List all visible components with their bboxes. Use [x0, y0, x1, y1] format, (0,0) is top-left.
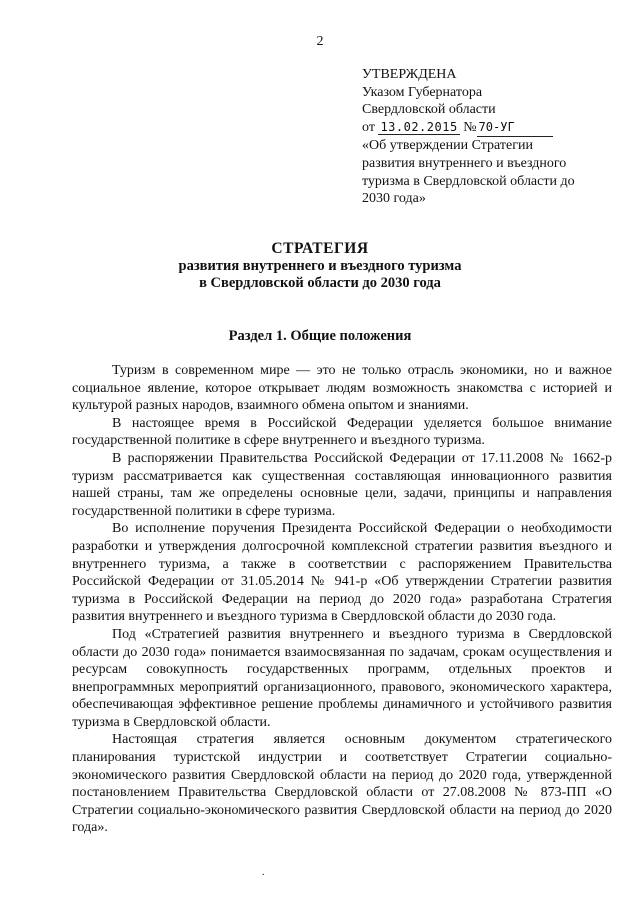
date-prefix: от — [362, 119, 375, 135]
approval-quote-line: туризма в Свердловской области до — [362, 173, 575, 189]
approval-region: Свердловской области — [362, 102, 496, 118]
approval-block — [362, 66, 612, 208]
document-title — [0, 240, 640, 293]
approval-date-line — [362, 119, 612, 138]
section-heading: Раздел 1. Общие положения — [228, 328, 412, 344]
body-text — [72, 362, 612, 837]
paragraph: Туризм в современном мире — это не только отрасль экономики, но и важное социальное явление, которое открывает людям возможность знакомства с историей и культурой разных народов, взаимного обмена опытом и знаниями. — [72, 363, 612, 414]
bottom-mark: . — [262, 867, 265, 878]
title-main: СТРАТЕГИЯ — [271, 240, 369, 257]
paragraph: В настоящее время в Российской Федерации уделяется большое внимание государственной политике в сфере внутреннего и въездного туризма. — [72, 415, 612, 449]
title-subtitle: развития внутреннего и въездного туризма — [178, 257, 462, 274]
page-number: 2 — [316, 34, 324, 49]
paragraph: В распоряжении Правительства Российской Федерации от 17.11.2008 № 1662-р туризм рассматривается как существенная составляющая инновационного развития нашей страны, там же определены основные цели, задачи, принципы и направления государственной политики в сфере туризма. — [72, 450, 612, 519]
approval-title: УТВЕРЖДЕНА — [362, 67, 457, 82]
paragraph: Во исполнение поручения Президента Российской Федерации о необходимости разработки и утверждения долгосрочной комплексной стратегии развития въездного и внутреннего туризма, а также в соответствии с распоряжением Правительства Российской Федерации от 31.05.2014 № 941-р «Об утверждении Стратегии развития туризма в Российской Федерации на период до 2020 года» разработана Стратегия развития внутреннего и въездного туризма в Свердловской области до 2030 года. — [72, 521, 612, 625]
paragraph: Настоящая стратегия является основным документом стратегического планирования туристской индустрии и соответствует Стратегии социально-экономического развития Свердловской области на период до 2020 года, утвержденной постановлением Правительства Свердловской области от 27.08.2008 № 873-ПП «О Стратегии социально-экономического развития Свердловской области на период до 2020 года». — [72, 732, 612, 836]
decree-number: 70-УГ — [477, 119, 553, 138]
number-prefix: № — [463, 119, 477, 135]
decree-date: 13.02.2015 — [380, 119, 458, 134]
title-subtitle: в Свердловской области до 2030 года — [199, 275, 441, 291]
approval-decree: Указом Губернатора — [362, 84, 483, 100]
approval-quote-line: «Об утверждении Стратегии — [362, 138, 533, 154]
approval-quote-line: развития внутреннего и въездного — [362, 155, 567, 171]
approval-quote-line: 2030 года» — [362, 191, 426, 207]
paragraph: Под «Стратегией развития внутреннего и въездного туризма в Свердловской области до 2030 года» понимается взаимосвязанная по задачам, срокам осуществления и ресурсам совокупность государственных программ, отдельных проектов и внепрограммных мероприятий организационного, правового, экономического характера, обеспечивающая эффективное решение проблемы динамичного и устойчивого развития туризма в Свердловской области. — [72, 626, 612, 730]
